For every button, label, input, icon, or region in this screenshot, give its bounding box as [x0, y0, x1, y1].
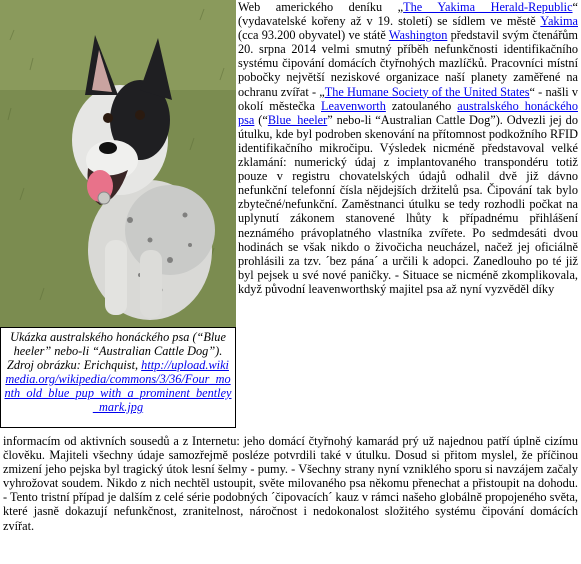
link-washington[interactable]: Washington: [388, 28, 448, 43]
article-body-bottom: [3, 434, 578, 533]
article-text-2: “ (vydavatelské kořeny až v 19. století) se sídlem ve městě: [238, 0, 578, 29]
article-text-1: Web amerického deníku „: [238, 0, 404, 14]
article-text-4: představil svým čtenářům 20. srpna 2014 velmi smutný příběh nefunkčnosti identifikačního systému čipování domácích čtyřnohých mazlíčků. Pracovníci místní pobočky největší neziskové organizace naší planety zaměřené na ochranu zvířat - „: [238, 28, 579, 99]
link-humane-society[interactable]: The Humane Society of the United States: [324, 84, 530, 99]
caption-source-link[interactable]: http://upload.wikimedia.org/wikipedia/commons/3/36/Four_month_old_blue_pup_with_a_prominent_bentley_mark.jpg: [4, 358, 232, 414]
link-blue-heeler[interactable]: Blue_heeler: [267, 112, 328, 127]
dog-photo: [0, 0, 236, 327]
article-text-8: ” nebo-li “Australian Cattle Dog”). Odvezli jej do útulku, kde byl podroben skenování na přítomnost podkožního RFID identifikačního mikročipu. Výsledek nicméně představoval velké zklamání: numerický údaj z implantovaného transpondéru totiž pouze v registru chovatelských údajů odhalil dvě již dávno nefunkční telefonní čísla nějdejších držitelů psa. Čipování tak bylo zbytečné/nefunkční. Zaměstnanci útulku se tedy rozhodli počkat na uplynutí zákonem stanovené lhůty k případnému přihlášení neznámého právoplatného vlastníka zvířete. Po sedmdesáti dvou hodinách se však nikdo o živočicha neucházel, načež jej oficiálně prohlásili za tzv. ´bez pána´ a určili k adopci. Zanedlouho po té již byl pejsek u své nové paničky. - Situace se nicméně zkomplikovala, když původní leavenworthský majitel psa až nyní vyzvěděl díky: [238, 112, 578, 296]
dog-photo-image: [0, 0, 236, 327]
link-yakima-herald[interactable]: The Yakima Herald-Republic: [403, 0, 573, 14]
dog-figure: [0, 0, 236, 428]
article-text-3: (cca 93.200 obyvatel) ve státě: [238, 28, 389, 43]
link-australian-cattle-dog[interactable]: australského honáckého psa: [238, 98, 578, 127]
article-text-7: (“: [254, 112, 268, 127]
photo-caption: [0, 327, 236, 428]
article-text-5: “ - našli v okolí městečka: [238, 84, 578, 113]
article-text-9: informacím od aktivních sousedů a z Internetu: jeho domácí čtyřnohý kamarád prý už najednou patří úplně cizímu člověku. Majiteli všechny údaje samozřejmě posléze potvrdili také v útulku. Dosud si přitom myslel, že příčinou zmizení jeho pejska byl tragický útok lesní šelmy - pumy. - Všechny strany nyní vzniklého sporu si navzájem začaly vyhrožovat soudem. Nikdo z nich nechtěl ustoupit, světe milovaného psa někomu přenechat a přistoupit na dohodu. - Tento tristní případ je dalším z celé série podobných ´čipovacích´ kauz v rámci našeho globálně propojeného světa, které jasně dokazují nefunkčnost, zranitelnost, náročnost i nedokonalost složitého systému čipování domácích zvířat.: [3, 434, 578, 533]
caption-text: Ukázka australského honáckého psa (“Blue heeler” nebo-li “Australian Cattle Dog”). Zdroj obrázku: Erichquist,: [7, 330, 226, 372]
link-leavenworth[interactable]: Leavenworth: [321, 98, 386, 113]
article-body-right: [238, 0, 578, 296]
link-yakima[interactable]: Yakima: [540, 14, 578, 29]
article-text-6: zatoulaného: [385, 98, 458, 113]
